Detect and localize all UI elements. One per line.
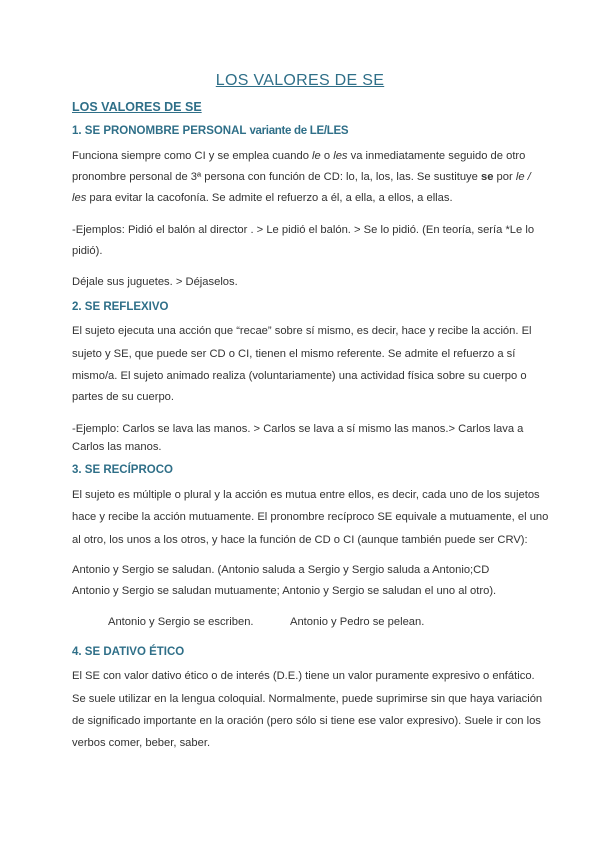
example-line: -Ejemplos: Pidió el balón al director . > Le pidió el balón. > Se lo pidió. (En teoría, sería *Le lo <box>72 224 535 236</box>
page-title: LOS VALORES DE SE <box>215 72 385 89</box>
text-run: va inmediatamente seguido de otro <box>347 150 526 162</box>
text-run: para evitar la cacofonía. Se admite el refuerzo a él, a ella, a ellos, a ellas. <box>86 192 453 204</box>
section-subtitle: LOS VALORES DE SE <box>72 100 202 114</box>
example-line: -Ejemplo: Carlos se lava las manos. > Carlos se lava a sí mismo las manos.> Carlos lava a <box>72 423 524 435</box>
example-line: Carlos las manos. <box>72 441 162 453</box>
paragraph-line: verbos comer, beber, saber. <box>72 737 211 749</box>
text-run: o <box>320 150 334 162</box>
paragraph-line <box>72 171 531 183</box>
heading-se-reflexivo: 2. SE REFLEXIVO <box>72 301 169 313</box>
text-run: les <box>72 192 87 204</box>
heading-part: variante de LE/LES <box>249 125 349 137</box>
paragraph-line: El SE con valor dativo ético o de interés (D.E.) tiene un valor puramente expresivo o enfático. <box>72 670 535 682</box>
text-run: pronombre personal de 3ª persona con función de CD: lo, la, los, las. Se sustituye <box>72 171 481 183</box>
paragraph-line: partes de su cuerpo. <box>72 391 174 403</box>
text-run: se <box>480 171 494 183</box>
heading-se-pronombre-personal <box>72 125 348 137</box>
paragraph-line: mismo/a. El sujeto animado realiza (voluntariamente) una actividad física sobre su cuerpo o <box>72 370 527 382</box>
paragraph-line: al otro, los unos a los otros, y hace la función de CD o CI (aunque también puede ser CRV): <box>72 534 528 546</box>
heading-se-dativo-etico: 4. SE DATIVO ÉTICO <box>72 646 185 658</box>
example-line: Déjale sus juguetes. > Déjaselos. <box>72 276 238 288</box>
example-line: Antonio y Sergio se escriben. <box>108 616 254 628</box>
paragraph-line: El sujeto ejecuta una acción que “recae” sobre sí mismo, es decir, hace y recibe la acción. El <box>72 325 532 337</box>
example-line: Antonio y Sergio se saludan mutuamente; Antonio y Sergio se saludan el uno al otro). <box>72 585 497 597</box>
example-line: pidió). <box>72 245 103 257</box>
text-run: le / <box>515 171 531 183</box>
text-run: les <box>333 150 348 162</box>
paragraph-line: sujeto y SE, que puede ser CD o CI, tienen el mismo referente. Se admite el refuerzo a sí <box>72 348 516 360</box>
paragraph-line <box>72 150 525 162</box>
paragraph-line: hace y recibe la acción mutuamente. El pronombre recíproco SE equivale a mutuamente, el uno <box>72 511 549 523</box>
text-run: Funciona siempre como CI y se emplea cuando <box>72 150 313 162</box>
paragraph-line: Se suele utilizar en la lengua coloquial. Normalmente, puede suprimirse sin que haya variación <box>72 693 543 705</box>
example-line: Antonio y Sergio se saludan. (Antonio saluda a Sergio y Sergio saluda a Antonio;CD <box>72 564 490 576</box>
text-run: por <box>493 171 516 183</box>
paragraph-line: El sujeto es múltiple o plural y la acción es mutua entre ellos, es decir, cada uno de los sujetos <box>72 489 540 501</box>
text-run: le <box>312 150 321 162</box>
heading-part: 1. SE PRONOMBRE PERSONAL <box>72 125 250 137</box>
example-line: Antonio y Pedro se pelean. <box>290 616 425 628</box>
paragraph-line <box>72 192 453 204</box>
heading-se-reciproco: 3. SE RECÍPROCO <box>72 464 173 476</box>
paragraph-line: de significado importante en la oración (pero sólo si tiene ese valor expresivo). Suele ir con los <box>72 715 541 727</box>
